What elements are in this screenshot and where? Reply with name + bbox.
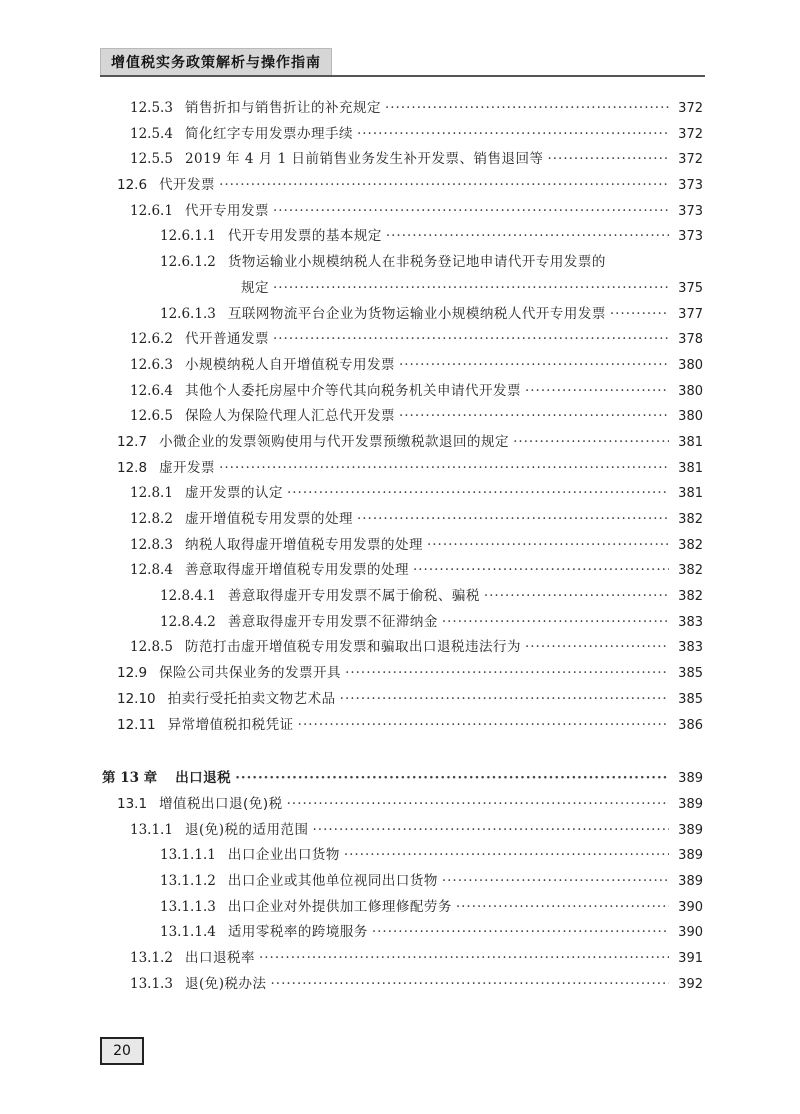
toc-leader-dots: [385, 100, 669, 116]
toc-entry-number: 12.6: [117, 177, 148, 194]
toc-leader-dots: [399, 408, 669, 424]
toc-entry-page: 380: [678, 383, 703, 399]
toc-entry-title: 货物运输业小规模纳税人在非税务登记地申请代开专用发票的: [227, 254, 606, 271]
toc-entry-title: 互联网物流平台企业为货物运输业小规模纳税人代开专用发票: [227, 305, 606, 322]
toc-leader-dots: [219, 177, 669, 193]
toc-entry[interactable]: [0, 635, 800, 661]
toc-entry-number: 12.8.1: [130, 485, 173, 502]
toc-entry-page: 391: [678, 951, 703, 966]
toc-entry-page: 385: [678, 666, 703, 682]
toc-entry-title: 保险人为保险代理人汇总代开发票: [184, 408, 395, 425]
toc-entry-title: 简化红字专用发票办理手续: [184, 125, 353, 142]
toc-entry-number: 12.6.1.1: [160, 228, 216, 245]
toc-entry-title: 退(免)税的适用范围: [184, 821, 309, 838]
toc-entry-number: 12.5.3: [130, 100, 173, 116]
toc-entry-number: 13.1.1.4: [160, 924, 216, 941]
toc-leader-dots: [386, 228, 669, 244]
toc-entry-title: 虚开发票: [159, 459, 216, 476]
toc-entry-page: 389: [678, 796, 703, 812]
toc-entry-page: 386: [678, 717, 703, 733]
toc-entry-page: 382: [678, 537, 703, 553]
toc-leader-dots: [372, 924, 669, 940]
toc-entry[interactable]: [0, 869, 800, 895]
toc-leader-dots: [298, 717, 669, 733]
toc-entry-number: 12.6.1: [130, 202, 173, 219]
toc-entry-title: 规定: [241, 279, 269, 296]
toc-entry-number: 12.8.4.1: [160, 588, 216, 605]
toc-entry[interactable]: [0, 147, 800, 173]
toc-leader-dots: [442, 873, 669, 889]
toc-entry-title: 销售折扣与销售折让的补充规定: [184, 100, 381, 116]
toc-entry[interactable]: [0, 946, 800, 972]
toc-entry-title: 出口企业或其他单位视同出口货物: [227, 872, 438, 889]
toc-entry-page: 392: [678, 976, 703, 992]
toc-entry-page: 389: [678, 822, 703, 838]
toc-entry-number: 13.1.1: [130, 821, 173, 838]
toc-entry-page: 382: [678, 563, 703, 579]
toc-entry-title: 出口企业出口货物: [227, 847, 340, 864]
toc-leader-dots: [610, 306, 669, 322]
toc-entry-title: 拍卖行受托拍卖文物艺术品: [167, 690, 336, 707]
toc-entry[interactable]: [0, 558, 800, 584]
toc-entry[interactable]: [0, 533, 800, 559]
toc-entry-page: 382: [678, 589, 703, 605]
toc-entry[interactable]: [0, 507, 800, 533]
toc-entry-title: 防范打击虚开增值税专用发票和骗取出口退税违法行为: [184, 639, 521, 656]
toc-entry-page: 380: [678, 357, 703, 373]
toc-entry[interactable]: [0, 379, 800, 405]
toc-leader-dots: [219, 460, 669, 476]
toc-entry-page: 380: [678, 409, 703, 425]
toc-entry-number: 13.1.1.2: [160, 872, 216, 889]
toc-entry-title: 善意取得虚开专用发票不征滞纳金: [227, 613, 438, 630]
toc-entry-number: 12.6.2: [130, 331, 173, 348]
toc-entry-number: 12.5.5: [130, 151, 173, 168]
toc-entry-page: 381: [678, 460, 703, 476]
toc-entry-page: 377: [678, 306, 703, 322]
toc-entry[interactable]: [0, 302, 800, 328]
toc-entry-title: 增值税出口退(免)税: [159, 795, 283, 812]
toc-leader-dots: [259, 950, 669, 966]
toc-entry-title: 纳税人取得虚开增值税专用发票的处理: [184, 536, 423, 553]
toc-entry-page: 372: [678, 152, 703, 168]
toc-leader-dots: [313, 822, 670, 838]
toc-entry-title: 异常增值税扣税凭证: [167, 716, 294, 733]
toc-entry-title: 虚开发票的认定: [184, 485, 283, 502]
toc-entry[interactable]: [0, 122, 800, 148]
toc-entry[interactable]: [0, 920, 800, 946]
toc-entry-page: 390: [678, 925, 703, 941]
toc-entry[interactable]: [0, 481, 800, 507]
toc-entry[interactable]: [0, 895, 800, 921]
page-number: 20: [100, 1037, 144, 1065]
toc-entry-page: 381: [678, 434, 703, 450]
toc-entry-number: 12.11: [117, 716, 156, 733]
toc-entry-number: 12.6.3: [130, 356, 173, 373]
toc-entry-number: 12.8.3: [130, 536, 173, 553]
toc-entry[interactable]: [0, 173, 800, 199]
toc-leader-dots: [456, 899, 669, 915]
toc-entry-page: 375: [678, 280, 703, 296]
toc-leader-dots: [357, 126, 669, 142]
toc-entry-page: 372: [678, 101, 703, 116]
toc-entry-title: 善意取得虚开专用发票不属于偷税、骗税: [227, 588, 480, 605]
toc-entry-title: 出口退税: [175, 770, 232, 787]
toc-entry-title: 2019 年 4 月 1 日前销售业务发生补开发票、销售退回等: [184, 151, 544, 168]
toc-entry-title: 保险公司共保业务的发票开具: [159, 665, 342, 682]
toc-entry-number: 12.6.5: [130, 408, 173, 425]
toc-leader-dots: [340, 691, 669, 707]
toc-entry[interactable]: [0, 276, 800, 302]
toc-entry-page: 378: [678, 332, 703, 348]
toc-entry[interactable]: [0, 430, 800, 456]
toc-entry-number: 12.6.4: [130, 382, 173, 399]
toc-entry-page: 382: [678, 512, 703, 527]
toc-leader-dots: [273, 203, 669, 219]
toc-leader-dots: [287, 796, 669, 812]
toc-entry-page: 389: [678, 873, 703, 889]
toc-entry[interactable]: [0, 818, 800, 844]
toc-entry[interactable]: [0, 713, 800, 739]
toc-leader-dots: [344, 847, 669, 863]
toc-entry-number: 13.1.1.1: [160, 847, 216, 864]
toc-leader-dots: [273, 331, 669, 347]
toc-entry-title: 善意取得虚开增值税专用发票的处理: [184, 562, 409, 579]
toc-entry-title: 其他个人委托房屋中介等代其向税务机关申请代开发票: [184, 382, 521, 399]
toc-entry-page: 373: [678, 203, 703, 219]
toc-leader-dots: [525, 383, 669, 399]
toc-entry-page: 389: [678, 771, 703, 787]
toc-leader-dots: [399, 357, 669, 373]
toc-leader-dots: [547, 151, 669, 167]
toc-leader-dots: [287, 485, 669, 501]
toc-entry-page: 373: [678, 229, 703, 245]
toc-entry-number: 12.7: [117, 433, 148, 450]
toc-entry-title: 虚开增值税专用发票的处理: [184, 511, 353, 527]
toc-chapter-entry[interactable]: [0, 766, 800, 792]
toc-entry-page: 383: [678, 640, 703, 656]
toc-entry[interactable]: [0, 792, 800, 818]
toc-entry-number: 13.1.3: [130, 975, 173, 992]
toc-entry-number: 12.8.4.2: [160, 613, 216, 630]
toc-entry-title: 出口退税率: [184, 950, 255, 966]
toc-entry-title: 小规模纳税人自开增值税专用发票: [184, 356, 395, 373]
toc-entry-number: 12.8.5: [130, 639, 173, 656]
header-rule: [100, 75, 705, 77]
toc-entry-number: 12.10: [117, 690, 156, 707]
toc-entry-title: 代开发票: [159, 177, 216, 194]
toc-entry[interactable]: [0, 224, 800, 250]
toc-leader-dots: [271, 976, 670, 992]
toc-entry[interactable]: [0, 404, 800, 430]
toc-leader-dots: [525, 639, 669, 655]
toc-entry[interactable]: [0, 661, 800, 687]
toc-entry[interactable]: [0, 972, 800, 998]
toc-entry-number: 12.8: [117, 459, 148, 476]
toc-entry[interactable]: [0, 610, 800, 636]
toc-entry-title: 代开普通发票: [184, 331, 269, 348]
toc-entry-title: 适用零税率的跨境服务: [227, 924, 368, 941]
toc-entry-number: 12.6.1.3: [160, 305, 216, 322]
toc-entry[interactable]: [0, 353, 800, 379]
toc-leader-dots: [273, 280, 669, 296]
toc-entry-title: 小微企业的发票领购使用与代开发票预缴税款退回的规定: [159, 433, 510, 450]
toc-entry[interactable]: [0, 96, 800, 122]
toc-leader-dots: [413, 562, 669, 578]
toc-entry-number: 12.6.1.2: [160, 254, 216, 271]
toc-entry-title: 出口企业对外提供加工修理修配劳务: [227, 898, 452, 915]
toc-entry-number: 13.1.2: [130, 950, 173, 966]
toc-entry-number: 12.8.4: [130, 562, 173, 579]
toc-entry-title: 代开专用发票: [184, 202, 269, 219]
toc-entry-number: 第 13 章: [102, 770, 158, 787]
toc-entry[interactable]: [0, 199, 800, 225]
toc-leader-dots: [235, 770, 669, 786]
toc-entry-page: 390: [678, 899, 703, 915]
toc-entry-title: 代开专用发票的基本规定: [227, 228, 382, 245]
toc-entry[interactable]: [0, 456, 800, 482]
toc-leader-dots: [357, 511, 669, 527]
toc-entry[interactable]: [0, 584, 800, 610]
toc-entry-number: 13.1: [117, 795, 148, 812]
toc-entry-number: 13.1.1.3: [160, 898, 216, 915]
running-header: 增值税实务政策解析与操作指南: [100, 48, 332, 76]
toc-entry-page: 373: [678, 178, 703, 194]
table-of-contents: [0, 96, 800, 997]
toc-entry-number: 12.5.4: [130, 125, 173, 142]
toc-entry-number: 12.8.2: [130, 511, 173, 527]
toc-entry-page: 385: [678, 691, 703, 707]
toc-leader-dots: [484, 588, 669, 604]
toc-entry[interactable]: [0, 687, 800, 713]
toc-leader-dots: [427, 537, 669, 553]
toc-entry-page: 389: [678, 848, 703, 864]
toc-leader-dots: [442, 614, 669, 630]
toc-entry[interactable]: [0, 250, 800, 276]
toc-entry-title: 退(免)税办法: [184, 975, 267, 992]
toc-leader-dots: [345, 665, 669, 681]
toc-leader-dots: [513, 434, 669, 450]
toc-entry-page: 372: [678, 126, 703, 142]
toc-entry-number: 12.9: [117, 665, 148, 682]
toc-entry[interactable]: [0, 327, 800, 353]
toc-entry-page: 381: [678, 486, 703, 502]
toc-entry-page: 383: [678, 614, 703, 630]
toc-entry[interactable]: [0, 843, 800, 869]
